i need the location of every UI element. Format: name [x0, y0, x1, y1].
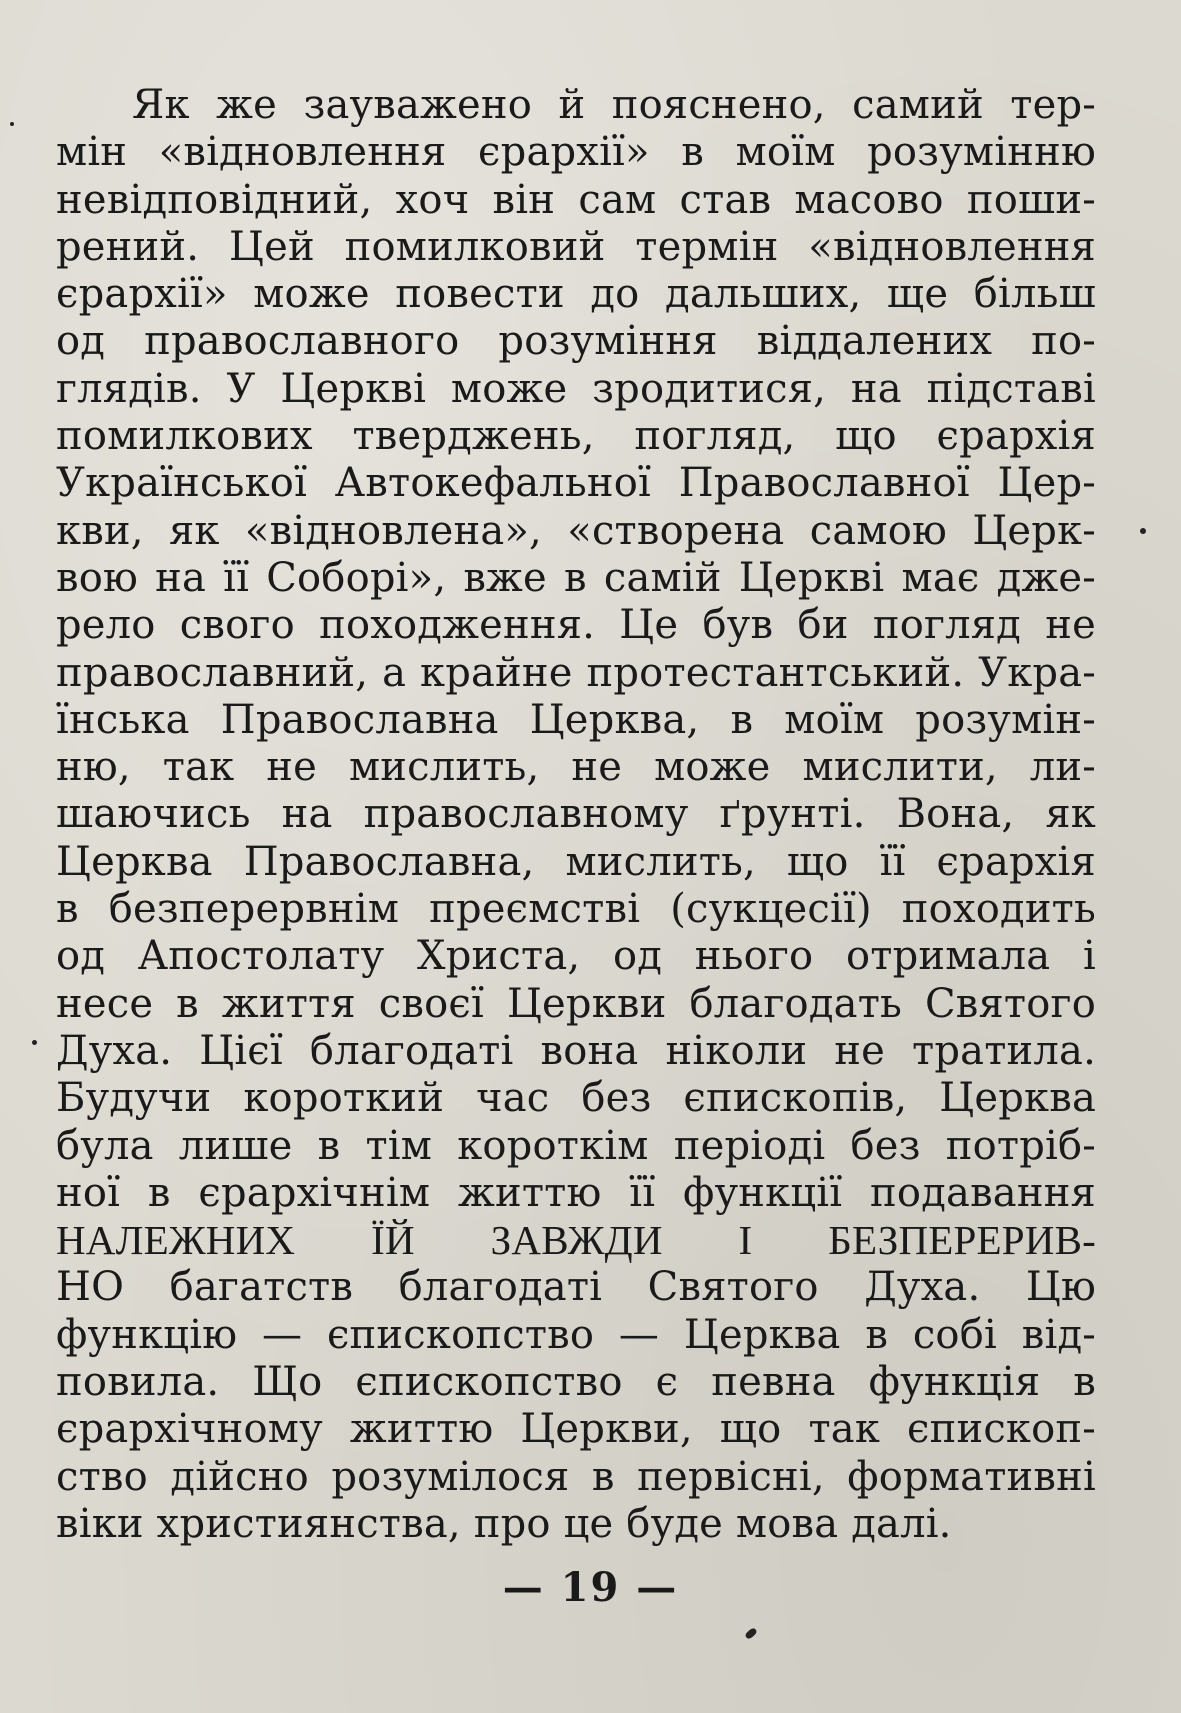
text-line: шаючись на православному ґрунті. Вона, як — [56, 791, 1096, 838]
ink-speck — [32, 1040, 37, 1045]
text-line: невідповідний, хоч він сам став масово поши- — [56, 176, 1096, 223]
text-line: вою на її Соборі», вже в самій Церкві має дже- — [56, 554, 1096, 601]
text-line: НАЛЕЖНИХ ЇЙ ЗАВЖДИ І БЕЗПЕРЕРИВ- — [56, 1217, 1096, 1264]
text-line: несе в життя своєї Церкви благодать Святого — [56, 980, 1096, 1027]
text-line: рений. Цей помилковий термін «відновлення — [56, 223, 1096, 270]
text-line: функцію — єпископство — Церква в собі від- — [56, 1311, 1096, 1358]
text-line: кви, як «відновлена», «створена самою Церк- — [56, 507, 1096, 554]
text-line: православний, а крайне протестантський. Укра- — [56, 649, 1096, 696]
text-line: рело свого походження. Це був би погляд не — [56, 602, 1096, 649]
text-line: їнська Православна Церква, в моїм розумін- — [56, 696, 1096, 743]
text-line: була лише в тім короткім періоді без потріб- — [56, 1122, 1096, 1169]
text-line: єрархічному життю Церкви, що так єпископ- — [56, 1406, 1096, 1453]
text-line: ство дійсно розумілося в первісні, формативні — [56, 1453, 1096, 1500]
text-line: глядів. У Церкві може зродитися, на підставі — [56, 365, 1096, 412]
text-line: помилкових тверджень, погляд, що єрархія — [56, 413, 1096, 460]
text-line: Української Автокефальної Православної Цер- — [56, 460, 1096, 507]
text-line: ної в єрархічнім життю її функції подавання — [56, 1169, 1096, 1216]
text-line: єрархії» може повести до дальших, ще більш — [56, 271, 1096, 318]
text-line: в безперервнім преємстві (сукцесії) походить — [56, 886, 1096, 933]
ink-speck — [744, 1627, 758, 1640]
text-line: мін «відновлення єрархії» в моїм розумінню — [56, 129, 1096, 176]
text-line: Церква Православна, мислить, що її єрархія — [56, 838, 1096, 885]
ink-speck — [10, 122, 14, 126]
page-number: — 19 — — [502, 1564, 679, 1611]
text-line: Будучи короткий час без єпископів, Церква — [56, 1075, 1096, 1122]
body-text — [56, 82, 1096, 1548]
text-line: Як же зауважено й пояснено, самий тер- — [132, 82, 1096, 128]
text-line: од православного розуміння віддалених по- — [56, 318, 1096, 365]
text-line: Духа. Цієї благодаті вона ніколи не тратила. — [56, 1027, 1096, 1074]
text-line: віки християнства, про це буде мова далі. — [56, 1500, 952, 1547]
text-line: од Апостолату Христа, од нього отримала і — [56, 933, 1096, 980]
ink-speck — [1140, 528, 1146, 534]
text-line: повила. Що єпископство є певна функція в — [56, 1359, 1096, 1406]
text-line: ню, так не мислить, не може мислити, ли- — [56, 744, 1096, 791]
text-line: НО багатств благодаті Святого Духа. Цю — [56, 1264, 1096, 1311]
